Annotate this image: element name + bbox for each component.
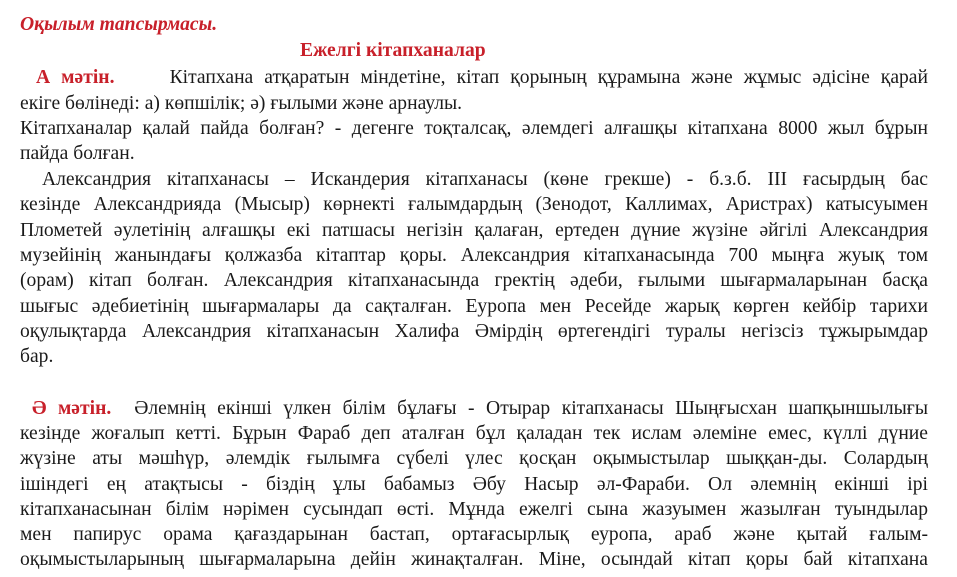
text-b-line-7: оқымыстыларының шығармаларына дейін жинақталған. Міне, осындай кітап қоры бай кітапхана xyxy=(20,549,928,570)
main-title: Ежелгі кітапханалар xyxy=(300,40,486,61)
text-b-line-6: мен папирус орама қағаздарынан бастап, ортағасырлық еуропа, араб және қытай ғалым- xyxy=(20,524,928,545)
text-b-line-3: жүзіне аты мәшһүр, әлемдік ғылымға сүбелі үлес қосқан оқымыстылар шыққан-ды. Солардың xyxy=(20,448,928,469)
text-b-line-5: кітапханасынан білім нәрімен сусындап өсті. Мұнда ежелгі сына жазуымен жазылған туындылар xyxy=(20,499,928,520)
text-b-label: Ә мәтін. xyxy=(32,398,112,419)
text-a-line-7: Плометей әулетінің алғашқы екі патшасы негізін қалаған, ертеден дүние жүзіне әйгілі Александрия xyxy=(20,220,928,241)
text-a-line-8: музейінің жанындағы қолжазба кітаптар қоры. Александрия кітапханасында 700 мыңға жуық том xyxy=(20,245,928,266)
text-a-line-2: екіге бөлінеді: а) көпшілік; ә) ғылыми және арнаулы. xyxy=(20,93,463,114)
text-b-line-4: ішіндегі ең атақтысы - біздің ұлы бабамыз Әбу Насыр әл-Фараби. Ол әлемнің екінші ірі xyxy=(20,474,928,495)
text-b-line-1: Ә мәтін. Әлемнің екінші үлкен білім бұлағы - Отырар кітапханасы Шыңғысхан шапқыншылығы xyxy=(32,398,928,419)
text-a-line-3: Кітапханалар қалай пайда болған? - дегенге тоқталсақ, әлемдегі алғашқы кітапхана 8000 жыл бұрын xyxy=(20,118,928,139)
text-a-line-11: оқулықтарда Александрия кітапханасын Халифа Әмірдің өртегендігі туралы негізсіз тұжырымдар xyxy=(20,321,928,342)
text-a-line-6: кезінде Александрияда (Мысыр) көрнекті ғалымдардың (Зенодот, Каллимах, Аристрах) катысуымен xyxy=(20,194,928,215)
text-a-label: А мәтін. xyxy=(36,67,115,88)
text-a-line-9: (орам) кітап болған. Александрия кітапханасында гректің әдеби, ғылыми шығармаларынан басқа xyxy=(20,270,928,291)
task-title: Оқылым тапсырмасы. xyxy=(20,14,218,35)
text-a-line-4: пайда болған. xyxy=(20,143,135,164)
text-a-line-12: бар. xyxy=(20,346,54,367)
text-b-line-2: кезінде жоғалып кетті. Бұрын Фараб деп аталған бұл қаладан тек ислам әлеміне емес, күллі дүние xyxy=(20,423,928,444)
text-a-line-1: А мәтін. Кітапхана атқаратын міндетіне, кітап қорының құрамына және жұмыс әдісіне қарай xyxy=(36,67,928,88)
text-a-line-10: шығыс әдебиетінің шығармалары да сақталған. Еуропа мен Ресейде жарық көрген кейбір тарихи xyxy=(20,296,928,317)
text-a-line-5: Александрия кітапханасы – Искандерия кітапханасы (көне грекше) - б.з.б. ІІІ ғасырдың бас xyxy=(42,169,928,190)
